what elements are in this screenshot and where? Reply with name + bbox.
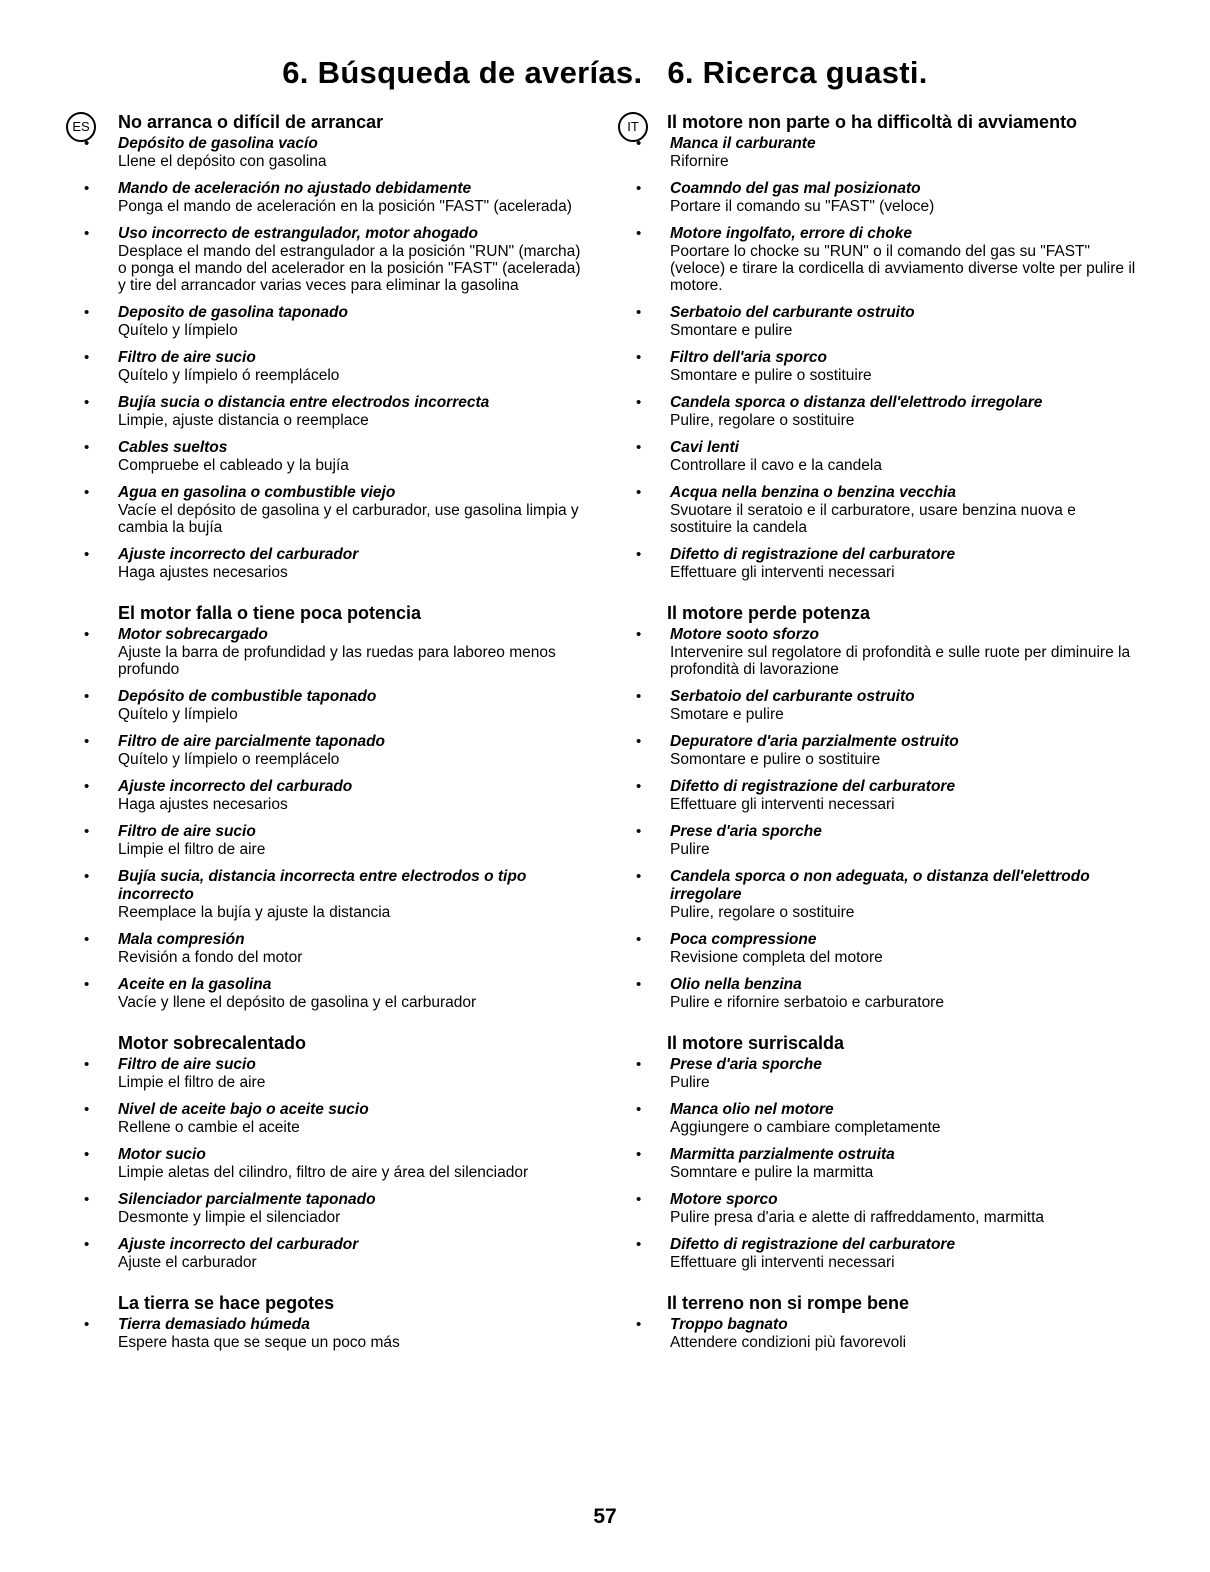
issue-remedy: Pulire e rifornire serbatoio e carburatore <box>670 994 944 1011</box>
issue-remedy: Quítelo y límpielo o reemplácelo <box>118 751 340 768</box>
issue-title: • Depuratore d'aria parzialmente ostruito <box>670 733 959 750</box>
issue-title: • Olio nella benzina <box>670 976 802 993</box>
list-item <box>118 180 586 215</box>
issue-title: • Poca compressione <box>670 931 817 948</box>
page-title-it: 6. Ricerca guasti. <box>667 55 928 90</box>
list-item <box>118 931 586 966</box>
list-item <box>118 868 586 921</box>
issue-list <box>118 135 586 581</box>
issue-remedy: Desplace el mando del estrangulador a la posición "RUN" (marcha) o ponga el mando del acelerador en la posición "FAST" (acelerada) y tire del arrancador varias veces para eliminar la gasolina <box>118 243 581 294</box>
troubleshooting-section <box>118 112 586 581</box>
issue-remedy: Limpie el filtro de aire <box>118 1074 266 1091</box>
list-item <box>118 626 586 678</box>
issue-remedy: Intervenire sul regolatore di profondità e sulle ruote per diminuire la profondità di lavorazione <box>670 644 1131 678</box>
issue-remedy: Pulire presa d'aria e alette di raffreddamento, marmitta <box>670 1209 1044 1226</box>
section-title: No arranca o difícil de arrancar <box>118 112 384 132</box>
issue-title: • Troppo bagnato <box>670 1316 788 1333</box>
list-item <box>670 823 1138 858</box>
list-item <box>670 1236 1138 1271</box>
issue-list <box>670 626 1138 1011</box>
page-title-es: 6. Búsqueda de averías. <box>282 55 643 90</box>
issue-remedy: Revisione completa del motore <box>670 949 883 966</box>
issue-remedy: Rellene o cambie el aceite <box>118 1119 300 1136</box>
list-item <box>118 225 586 294</box>
issue-remedy: Attendere condizioni più favorevoli <box>670 1334 907 1351</box>
section-title: Il motore perde potenza <box>667 603 871 623</box>
list-item <box>118 394 586 429</box>
list-item <box>670 1191 1138 1226</box>
issue-title: • Bujía sucia o distancia entre electrodos incorrecta <box>118 394 490 411</box>
list-item <box>118 688 586 723</box>
issue-title: • Tierra demasiado húmeda <box>118 1316 310 1333</box>
issue-title: • Agua en gasolina o combustible viejo <box>118 484 396 501</box>
issue-remedy: Vacíe el depósito de gasolina y el carburador, use gasolina limpia y cambia la bujía <box>118 502 579 536</box>
issue-remedy: Pulire <box>670 841 710 858</box>
section-title: Il motore surriscalda <box>667 1033 845 1053</box>
issue-remedy: Limpie, ajuste distancia o reemplace <box>118 412 369 429</box>
spanish-column <box>66 112 586 1361</box>
troubleshooting-section <box>118 1293 586 1351</box>
issue-remedy: Vacíe y llene el depósito de gasolina y el carburador <box>118 994 477 1011</box>
issue-remedy: Desmonte y limpie el silenciador <box>118 1209 341 1226</box>
issue-remedy: Portare il comando su "FAST" (veloce) <box>670 198 935 215</box>
issue-title: • Coamndo del gas mal posizionato <box>670 180 921 197</box>
language-badge-es: ES <box>66 112 96 142</box>
issue-remedy: Ponga el mando de aceleración en la posición "FAST" (acelerada) <box>118 198 572 215</box>
list-item <box>670 484 1138 536</box>
es-sections <box>66 112 586 1351</box>
issue-title: • Motore ingolfato, errore di choke <box>670 225 912 242</box>
issue-remedy: Revisión a fondo del motor <box>118 949 303 966</box>
list-item <box>670 1316 1138 1351</box>
issue-title: • Nivel de aceite bajo o aceite sucio <box>118 1101 369 1118</box>
issue-title: • Manca olio nel motore <box>670 1101 834 1118</box>
issue-remedy: Controllare il cavo e la candela <box>670 457 882 474</box>
troubleshooting-section <box>667 112 1138 581</box>
issue-remedy: Effettuare gli interventi necessari <box>670 796 895 813</box>
list-item <box>118 823 586 858</box>
issue-remedy: Somntare e pulire la marmitta <box>670 1164 874 1181</box>
issue-title: • Motor sucio <box>118 1146 206 1163</box>
list-item <box>118 546 586 581</box>
issue-remedy: Limpie aletas del cilindro, filtro de aire y área del silenciador <box>118 1164 529 1181</box>
list-item <box>118 778 586 813</box>
issue-remedy: Quítelo y límpielo <box>118 706 238 723</box>
issue-title: • Difetto di registrazione del carburatore <box>670 778 956 795</box>
list-item <box>670 225 1138 294</box>
list-item <box>118 733 586 768</box>
issue-title: • Motor sobrecargado <box>118 626 268 643</box>
issue-remedy: Quítelo y límpielo <box>118 322 238 339</box>
issue-title: • Depósito de gasolina vacío <box>118 135 318 152</box>
issue-list <box>118 626 586 1011</box>
issue-remedy: Aggiungere o cambiare completamente <box>670 1119 941 1136</box>
issue-remedy: Limpie el filtro de aire <box>118 841 266 858</box>
list-item <box>670 546 1138 581</box>
troubleshooting-section <box>667 603 1138 1011</box>
list-item <box>118 1316 586 1351</box>
issue-remedy: Haga ajustes necesarios <box>118 796 288 813</box>
issue-title: • Ajuste incorrecto del carburado <box>118 778 353 795</box>
issue-list <box>670 1316 1138 1351</box>
issue-title: • Serbatoio del carburante ostruito <box>670 688 915 705</box>
issue-remedy: Reemplace la bujía y ajuste la distancia <box>118 904 391 921</box>
issue-title: • Acqua nella benzina o benzina vecchia <box>670 484 956 501</box>
section-title: La tierra se hace pegotes <box>118 1293 335 1313</box>
section-title: El motor falla o tiene poca potencia <box>118 603 422 623</box>
list-item <box>670 733 1138 768</box>
list-item <box>670 394 1138 429</box>
issue-title: • Bujía sucia, distancia incorrecta entre electrodos o tipo incorrecto <box>118 868 527 903</box>
issue-title: • Mando de aceleración no ajustado debidamente <box>118 180 472 197</box>
language-badge-it: IT <box>618 112 648 142</box>
issue-remedy: Effettuare gli interventi necessari <box>670 1254 895 1271</box>
issue-title: • Cables sueltos <box>118 439 228 456</box>
issue-title: • Filtro dell'aria sporco <box>670 349 827 366</box>
list-item <box>670 1146 1138 1181</box>
troubleshooting-section <box>118 603 586 1011</box>
issue-title: • Filtro de aire sucio <box>118 823 256 840</box>
issue-title: • Silenciador parcialmente taponado <box>118 1191 376 1208</box>
issue-title: • Filtro de aire sucio <box>118 1056 256 1073</box>
issue-remedy: Espere hasta que se seque un poco más <box>118 1334 400 1351</box>
issue-title: • Manca il carburante <box>670 135 816 152</box>
issue-remedy: Smontare e pulire o sostituire <box>670 367 872 384</box>
list-item <box>118 1101 586 1136</box>
issue-list <box>670 135 1138 581</box>
issue-title: • Difetto di registrazione del carburatore <box>670 546 956 563</box>
list-item <box>118 439 586 474</box>
issue-remedy: Effettuare gli interventi necessari <box>670 564 895 581</box>
section-title: Il motore non parte o ha difficoltà di avviamento <box>667 112 1078 132</box>
troubleshooting-section <box>667 1033 1138 1271</box>
list-item <box>670 180 1138 215</box>
page-number: 57 <box>593 1505 617 1528</box>
issue-remedy: Pulire <box>670 1074 710 1091</box>
issue-title: • Ajuste incorrecto del carburador <box>118 546 359 563</box>
list-item <box>670 976 1138 1011</box>
list-item <box>118 1146 586 1181</box>
issue-title: • Aceite en la gasolina <box>118 976 272 993</box>
list-item <box>670 778 1138 813</box>
list-item <box>118 304 586 339</box>
issue-title: • Marmitta parzialmente ostruita <box>670 1146 895 1163</box>
list-item <box>670 1056 1138 1091</box>
list-item <box>670 1101 1138 1136</box>
issue-title: • Filtro de aire parcialmente taponado <box>118 733 386 750</box>
list-item <box>670 439 1138 474</box>
list-item <box>118 1236 586 1271</box>
issue-remedy: Smontare e pulire <box>670 322 793 339</box>
page-title <box>0 55 1210 91</box>
issue-remedy: Pulire, regolare o sostituire <box>670 904 855 921</box>
list-item <box>118 976 586 1011</box>
issue-remedy: Poortare lo chocke su "RUN" o il comando del gas su "FAST" (veloce) e tirare la cordicella di avviamento diverse volte per pulire il motore. <box>670 243 1136 294</box>
list-item <box>118 349 586 384</box>
issue-title: • Filtro de aire sucio <box>118 349 256 366</box>
issue-title: • Mala compresión <box>118 931 245 948</box>
issue-remedy: Svuotare il seratoio e il carburatore, usare benzina nuova e sostituire la candela <box>670 502 1076 536</box>
list-item <box>118 135 586 170</box>
it-sections <box>618 112 1138 1351</box>
issue-title: • Deposito de gasolina taponado <box>118 304 348 321</box>
list-item <box>670 868 1138 921</box>
issue-remedy: Compruebe el cableado y la bujía <box>118 457 349 474</box>
issue-list <box>670 1056 1138 1271</box>
issue-title: • Serbatoio del carburante ostruito <box>670 304 915 321</box>
section-title: Il terreno non si rompe bene <box>667 1293 910 1313</box>
issue-title: • Motore sooto sforzo <box>670 626 819 643</box>
issue-title: • Uso incorrecto de estrangulador, motor ahogado <box>118 225 478 242</box>
list-item <box>670 688 1138 723</box>
list-item <box>670 304 1138 339</box>
issue-remedy: Ajuste la barra de profundidad y las ruedas para laboreo menos profundo <box>118 644 556 678</box>
issue-remedy: Llene el depósito con gasolina <box>118 153 327 170</box>
italian-column <box>618 112 1138 1361</box>
troubleshooting-section <box>667 1293 1138 1351</box>
issue-title: • Prese d'aria sporche <box>670 823 822 840</box>
issue-remedy: Rifornire <box>670 153 729 170</box>
issue-title: • Depósito de combustible taponado <box>118 688 377 705</box>
issue-remedy: Quítelo y límpielo ó reemplácelo <box>118 367 340 384</box>
issue-remedy: Ajuste el carburador <box>118 1254 257 1271</box>
list-item <box>670 626 1138 678</box>
issue-title: • Prese d'aria sporche <box>670 1056 822 1073</box>
list-item <box>670 349 1138 384</box>
list-item <box>118 1056 586 1091</box>
troubleshooting-section <box>118 1033 586 1271</box>
issue-title: • Candela sporca o non adeguata, o distanza dell'elettrodo irregolare <box>670 868 1090 903</box>
issue-remedy: Smotare e pulire <box>670 706 784 723</box>
section-title: Motor sobrecalentado <box>118 1033 307 1053</box>
list-item <box>118 1191 586 1226</box>
issue-remedy: Pulire, regolare o sostituire <box>670 412 855 429</box>
issue-title: • Ajuste incorrecto del carburador <box>118 1236 359 1253</box>
issue-title: • Candela sporca o distanza dell'elettrodo irregolare <box>670 394 1043 411</box>
issue-remedy: Haga ajustes necesarios <box>118 564 288 581</box>
issue-list <box>118 1056 586 1271</box>
issue-title: • Motore sporco <box>670 1191 778 1208</box>
list-item <box>670 135 1138 170</box>
issue-remedy: Somontare e pulire o sostituire <box>670 751 881 768</box>
issue-list <box>118 1316 586 1351</box>
list-item <box>118 484 586 536</box>
issue-title: • Difetto di registrazione del carburatore <box>670 1236 956 1253</box>
list-item <box>670 931 1138 966</box>
issue-title: • Cavi lenti <box>670 439 739 456</box>
